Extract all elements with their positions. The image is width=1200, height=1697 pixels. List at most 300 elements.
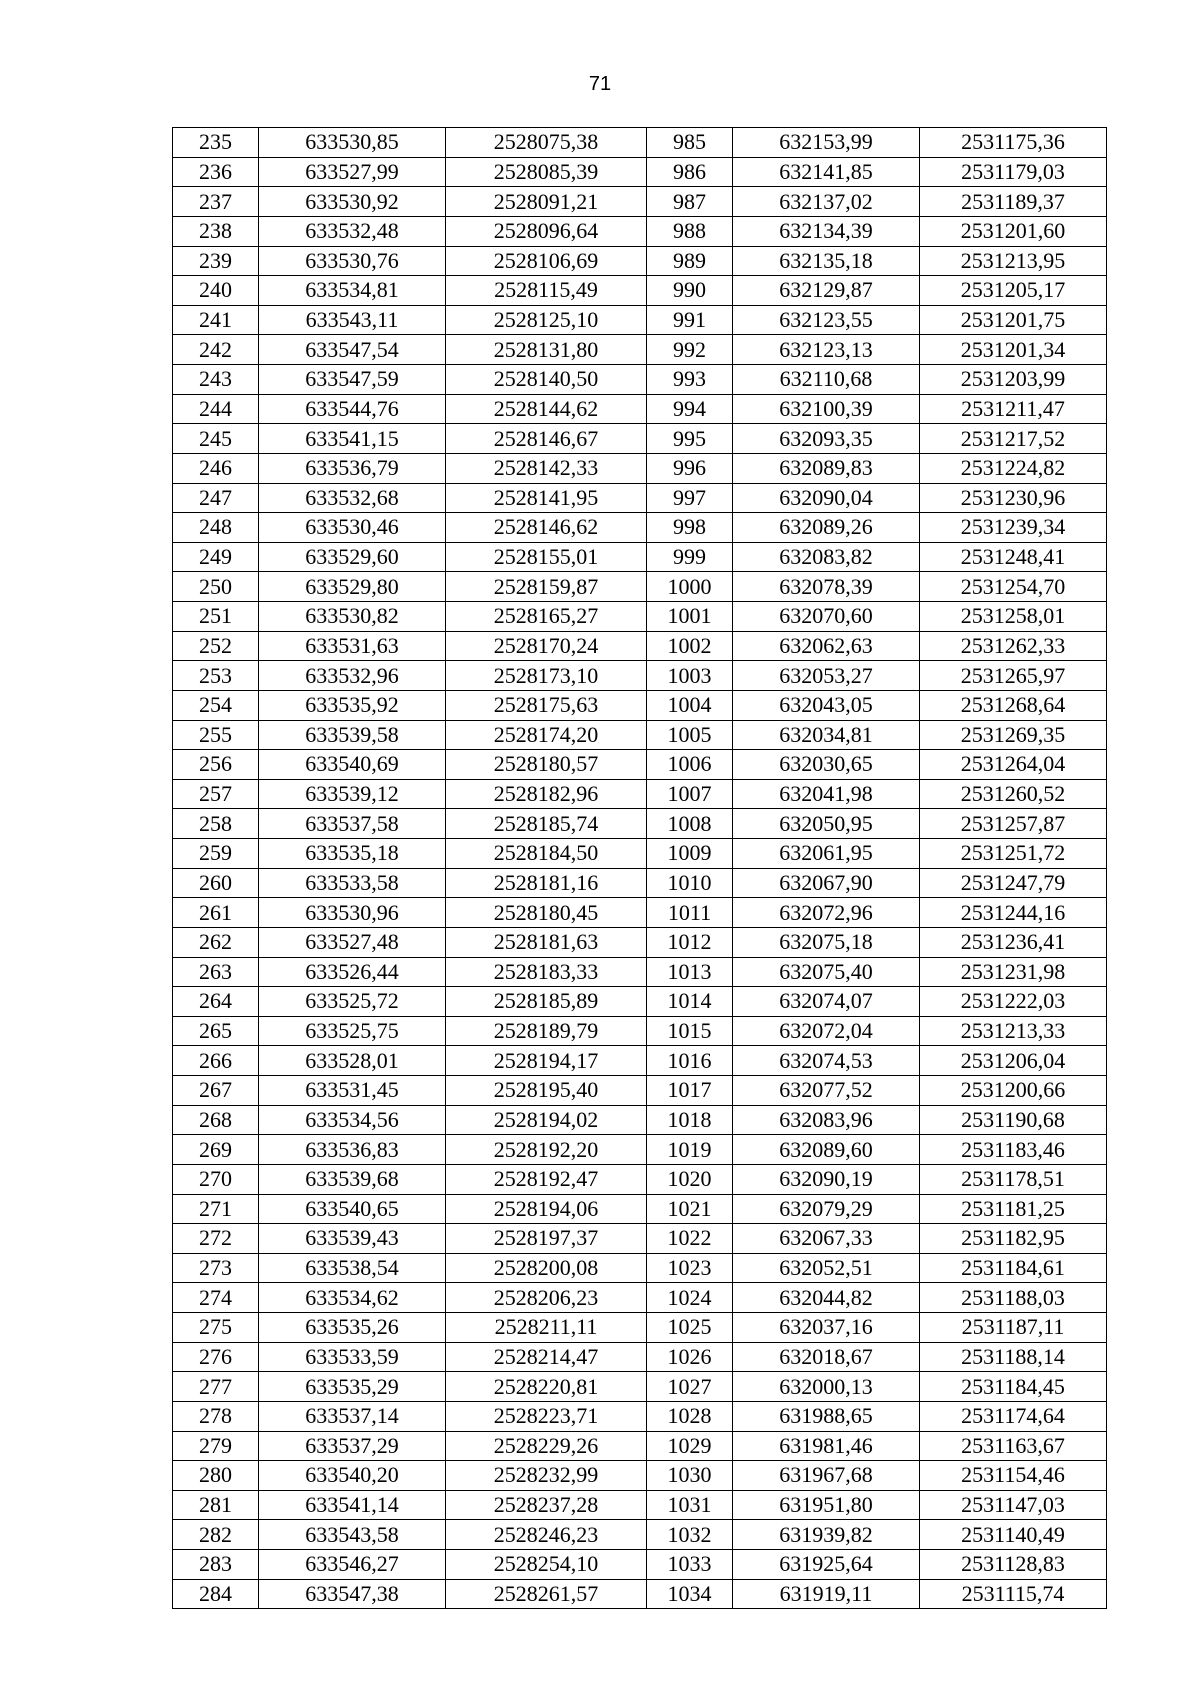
y-coordinate-right-cell: 2531190,68 <box>920 1105 1107 1135</box>
point-number-left-cell: 277 <box>173 1372 259 1402</box>
y-coordinate-right-cell: 2531254,70 <box>920 572 1107 602</box>
y-coordinate-left-cell: 2528170,24 <box>446 631 647 661</box>
point-number-right-cell: 1004 <box>647 690 733 720</box>
x-coordinate-right-cell: 632079,29 <box>733 1194 920 1224</box>
point-number-left-cell: 236 <box>173 157 259 187</box>
table-row <box>173 1224 1107 1254</box>
point-number-left-cell: 235 <box>173 128 259 158</box>
y-coordinate-right-cell: 2531182,95 <box>920 1224 1107 1254</box>
x-coordinate-right-cell: 632043,05 <box>733 690 920 720</box>
point-number-left-cell: 263 <box>173 957 259 987</box>
point-number-right-cell: 1023 <box>647 1253 733 1283</box>
table-row <box>173 424 1107 454</box>
x-coordinate-left-cell: 633530,46 <box>259 513 446 543</box>
y-coordinate-right-cell: 2531175,36 <box>920 128 1107 158</box>
point-number-left-cell: 247 <box>173 483 259 513</box>
point-number-left-cell: 248 <box>173 513 259 543</box>
point-number-right-cell: 1010 <box>647 868 733 898</box>
point-number-left-cell: 242 <box>173 335 259 365</box>
table-row <box>173 1550 1107 1580</box>
x-coordinate-right-cell: 632129,87 <box>733 276 920 306</box>
x-coordinate-left-cell: 633535,26 <box>259 1313 446 1343</box>
y-coordinate-right-cell: 2531231,98 <box>920 957 1107 987</box>
y-coordinate-right-cell: 2531269,35 <box>920 720 1107 750</box>
table-row <box>173 276 1107 306</box>
x-coordinate-right-cell: 631919,11 <box>733 1579 920 1609</box>
point-number-right-cell: 1020 <box>647 1164 733 1194</box>
x-coordinate-right-cell: 631981,46 <box>733 1431 920 1461</box>
y-coordinate-left-cell: 2528192,47 <box>446 1164 647 1194</box>
y-coordinate-right-cell: 2531203,99 <box>920 365 1107 395</box>
y-coordinate-left-cell: 2528180,45 <box>446 898 647 928</box>
y-coordinate-right-cell: 2531188,03 <box>920 1283 1107 1313</box>
point-number-right-cell: 1027 <box>647 1372 733 1402</box>
point-number-right-cell: 1006 <box>647 750 733 780</box>
y-coordinate-left-cell: 2528189,79 <box>446 1016 647 1046</box>
x-coordinate-left-cell: 633537,29 <box>259 1431 446 1461</box>
point-number-right-cell: 991 <box>647 305 733 335</box>
x-coordinate-right-cell: 632123,55 <box>733 305 920 335</box>
point-number-left-cell: 268 <box>173 1105 259 1135</box>
point-number-right-cell: 1018 <box>647 1105 733 1135</box>
point-number-right-cell: 1014 <box>647 987 733 1017</box>
y-coordinate-left-cell: 2528125,10 <box>446 305 647 335</box>
point-number-right-cell: 1008 <box>647 809 733 839</box>
table-row <box>173 1579 1107 1609</box>
point-number-right-cell: 990 <box>647 276 733 306</box>
x-coordinate-left-cell: 633530,82 <box>259 602 446 632</box>
x-coordinate-right-cell: 632075,40 <box>733 957 920 987</box>
table-row <box>173 572 1107 602</box>
y-coordinate-right-cell: 2531211,47 <box>920 394 1107 424</box>
point-number-left-cell: 238 <box>173 216 259 246</box>
point-number-right-cell: 1000 <box>647 572 733 602</box>
table-row <box>173 809 1107 839</box>
y-coordinate-left-cell: 2528141,95 <box>446 483 647 513</box>
y-coordinate-right-cell: 2531201,60 <box>920 216 1107 246</box>
point-number-right-cell: 1007 <box>647 779 733 809</box>
y-coordinate-left-cell: 2528106,69 <box>446 246 647 276</box>
x-coordinate-right-cell: 632135,18 <box>733 246 920 276</box>
table-row <box>173 987 1107 1017</box>
point-number-left-cell: 262 <box>173 927 259 957</box>
point-number-left-cell: 255 <box>173 720 259 750</box>
table-row <box>173 1461 1107 1491</box>
x-coordinate-right-cell: 632134,39 <box>733 216 920 246</box>
x-coordinate-right-cell: 632078,39 <box>733 572 920 602</box>
table-row <box>173 394 1107 424</box>
y-coordinate-right-cell: 2531239,34 <box>920 513 1107 543</box>
point-number-left-cell: 240 <box>173 276 259 306</box>
table-row <box>173 1401 1107 1431</box>
y-coordinate-right-cell: 2531260,52 <box>920 779 1107 809</box>
table-row <box>173 839 1107 869</box>
x-coordinate-right-cell: 632044,82 <box>733 1283 920 1313</box>
x-coordinate-left-cell: 633529,80 <box>259 572 446 602</box>
y-coordinate-right-cell: 2531247,79 <box>920 868 1107 898</box>
point-number-left-cell: 269 <box>173 1135 259 1165</box>
point-number-left-cell: 257 <box>173 779 259 809</box>
x-coordinate-right-cell: 632090,19 <box>733 1164 920 1194</box>
point-number-left-cell: 252 <box>173 631 259 661</box>
x-coordinate-left-cell: 633547,38 <box>259 1579 446 1609</box>
x-coordinate-right-cell: 632018,67 <box>733 1342 920 1372</box>
x-coordinate-left-cell: 633535,29 <box>259 1372 446 1402</box>
point-number-left-cell: 245 <box>173 424 259 454</box>
y-coordinate-right-cell: 2531183,46 <box>920 1135 1107 1165</box>
point-number-left-cell: 249 <box>173 542 259 572</box>
y-coordinate-right-cell: 2531213,33 <box>920 1016 1107 1046</box>
x-coordinate-left-cell: 633540,20 <box>259 1461 446 1491</box>
point-number-left-cell: 260 <box>173 868 259 898</box>
y-coordinate-right-cell: 2531179,03 <box>920 157 1107 187</box>
x-coordinate-right-cell: 632037,16 <box>733 1313 920 1343</box>
table-row <box>173 335 1107 365</box>
x-coordinate-left-cell: 633543,11 <box>259 305 446 335</box>
point-number-right-cell: 1015 <box>647 1016 733 1046</box>
y-coordinate-left-cell: 2528194,06 <box>446 1194 647 1224</box>
x-coordinate-left-cell: 633532,96 <box>259 661 446 691</box>
table-row <box>173 1194 1107 1224</box>
y-coordinate-left-cell: 2528200,08 <box>446 1253 647 1283</box>
table-row <box>173 365 1107 395</box>
point-number-left-cell: 266 <box>173 1046 259 1076</box>
y-coordinate-right-cell: 2531236,41 <box>920 927 1107 957</box>
point-number-right-cell: 1026 <box>647 1342 733 1372</box>
point-number-left-cell: 254 <box>173 690 259 720</box>
y-coordinate-right-cell: 2531201,75 <box>920 305 1107 335</box>
y-coordinate-right-cell: 2531262,33 <box>920 631 1107 661</box>
table-row <box>173 602 1107 632</box>
table-row <box>173 1490 1107 1520</box>
point-number-right-cell: 1031 <box>647 1490 733 1520</box>
point-number-right-cell: 1025 <box>647 1313 733 1343</box>
x-coordinate-left-cell: 633532,48 <box>259 216 446 246</box>
x-coordinate-right-cell: 631988,65 <box>733 1401 920 1431</box>
point-number-left-cell: 267 <box>173 1076 259 1106</box>
x-coordinate-left-cell: 633529,60 <box>259 542 446 572</box>
x-coordinate-right-cell: 632083,82 <box>733 542 920 572</box>
x-coordinate-left-cell: 633526,44 <box>259 957 446 987</box>
y-coordinate-left-cell: 2528254,10 <box>446 1550 647 1580</box>
point-number-left-cell: 270 <box>173 1164 259 1194</box>
page-number: 71 <box>588 73 612 95</box>
point-number-left-cell: 246 <box>173 453 259 483</box>
y-coordinate-left-cell: 2528142,33 <box>446 453 647 483</box>
point-number-right-cell: 996 <box>647 453 733 483</box>
coordinates-table <box>172 127 1107 1609</box>
y-coordinate-left-cell: 2528175,63 <box>446 690 647 720</box>
y-coordinate-right-cell: 2531265,97 <box>920 661 1107 691</box>
point-number-right-cell: 1021 <box>647 1194 733 1224</box>
y-coordinate-left-cell: 2528185,89 <box>446 987 647 1017</box>
point-number-left-cell: 239 <box>173 246 259 276</box>
point-number-left-cell: 243 <box>173 365 259 395</box>
point-number-left-cell: 273 <box>173 1253 259 1283</box>
y-coordinate-left-cell: 2528173,10 <box>446 661 647 691</box>
table-row <box>173 898 1107 928</box>
x-coordinate-left-cell: 633525,75 <box>259 1016 446 1046</box>
point-number-right-cell: 1029 <box>647 1431 733 1461</box>
y-coordinate-left-cell: 2528096,64 <box>446 216 647 246</box>
table-row <box>173 750 1107 780</box>
x-coordinate-left-cell: 633530,76 <box>259 246 446 276</box>
y-coordinate-right-cell: 2531264,04 <box>920 750 1107 780</box>
point-number-right-cell: 1012 <box>647 927 733 957</box>
point-number-right-cell: 988 <box>647 216 733 246</box>
point-number-right-cell: 1017 <box>647 1076 733 1106</box>
y-coordinate-left-cell: 2528146,67 <box>446 424 647 454</box>
y-coordinate-right-cell: 2531181,25 <box>920 1194 1107 1224</box>
table-row <box>173 1164 1107 1194</box>
table-row <box>173 453 1107 483</box>
point-number-right-cell: 992 <box>647 335 733 365</box>
y-coordinate-right-cell: 2531115,74 <box>920 1579 1107 1609</box>
x-coordinate-left-cell: 633533,58 <box>259 868 446 898</box>
x-coordinate-right-cell: 631939,82 <box>733 1520 920 1550</box>
y-coordinate-left-cell: 2528075,38 <box>446 128 647 158</box>
point-number-left-cell: 278 <box>173 1401 259 1431</box>
x-coordinate-left-cell: 633536,79 <box>259 453 446 483</box>
point-number-right-cell: 1033 <box>647 1550 733 1580</box>
x-coordinate-left-cell: 633535,18 <box>259 839 446 869</box>
y-coordinate-right-cell: 2531213,95 <box>920 246 1107 276</box>
point-number-right-cell: 999 <box>647 542 733 572</box>
x-coordinate-left-cell: 633539,68 <box>259 1164 446 1194</box>
table-row <box>173 957 1107 987</box>
point-number-right-cell: 989 <box>647 246 733 276</box>
point-number-right-cell: 1022 <box>647 1224 733 1254</box>
x-coordinate-left-cell: 633547,54 <box>259 335 446 365</box>
x-coordinate-right-cell: 632067,33 <box>733 1224 920 1254</box>
y-coordinate-left-cell: 2528131,80 <box>446 335 647 365</box>
point-number-left-cell: 283 <box>173 1550 259 1580</box>
point-number-right-cell: 985 <box>647 128 733 158</box>
table-row <box>173 661 1107 691</box>
x-coordinate-right-cell: 632123,13 <box>733 335 920 365</box>
y-coordinate-right-cell: 2531178,51 <box>920 1164 1107 1194</box>
x-coordinate-left-cell: 633525,72 <box>259 987 446 1017</box>
y-coordinate-left-cell: 2528174,20 <box>446 720 647 750</box>
table-row <box>173 157 1107 187</box>
y-coordinate-right-cell: 2531184,45 <box>920 1372 1107 1402</box>
table-row <box>173 128 1107 158</box>
x-coordinate-left-cell: 633534,81 <box>259 276 446 306</box>
x-coordinate-left-cell: 633532,68 <box>259 483 446 513</box>
x-coordinate-left-cell: 633544,76 <box>259 394 446 424</box>
point-number-right-cell: 1028 <box>647 1401 733 1431</box>
x-coordinate-right-cell: 632137,02 <box>733 187 920 217</box>
y-coordinate-right-cell: 2531201,34 <box>920 335 1107 365</box>
y-coordinate-left-cell: 2528115,49 <box>446 276 647 306</box>
x-coordinate-right-cell: 632090,04 <box>733 483 920 513</box>
table-row <box>173 1253 1107 1283</box>
y-coordinate-right-cell: 2531163,67 <box>920 1431 1107 1461</box>
y-coordinate-left-cell: 2528220,81 <box>446 1372 647 1402</box>
y-coordinate-right-cell: 2531154,46 <box>920 1461 1107 1491</box>
y-coordinate-right-cell: 2531188,14 <box>920 1342 1107 1372</box>
table-row <box>173 1313 1107 1343</box>
point-number-right-cell: 1011 <box>647 898 733 928</box>
x-coordinate-left-cell: 633541,14 <box>259 1490 446 1520</box>
x-coordinate-right-cell: 632153,99 <box>733 128 920 158</box>
x-coordinate-left-cell: 633533,59 <box>259 1342 446 1372</box>
table-row <box>173 216 1107 246</box>
y-coordinate-left-cell: 2528181,16 <box>446 868 647 898</box>
x-coordinate-right-cell: 632053,27 <box>733 661 920 691</box>
point-number-left-cell: 259 <box>173 839 259 869</box>
y-coordinate-right-cell: 2531128,83 <box>920 1550 1107 1580</box>
x-coordinate-right-cell: 632110,68 <box>733 365 920 395</box>
table-row <box>173 542 1107 572</box>
y-coordinate-left-cell: 2528180,57 <box>446 750 647 780</box>
x-coordinate-right-cell: 632030,65 <box>733 750 920 780</box>
y-coordinate-right-cell: 2531140,49 <box>920 1520 1107 1550</box>
y-coordinate-right-cell: 2531174,64 <box>920 1401 1107 1431</box>
y-coordinate-right-cell: 2531224,82 <box>920 453 1107 483</box>
x-coordinate-right-cell: 632089,83 <box>733 453 920 483</box>
x-coordinate-right-cell: 632072,04 <box>733 1016 920 1046</box>
table-row <box>173 720 1107 750</box>
point-number-left-cell: 251 <box>173 602 259 632</box>
y-coordinate-left-cell: 2528194,17 <box>446 1046 647 1076</box>
y-coordinate-right-cell: 2531257,87 <box>920 809 1107 839</box>
x-coordinate-left-cell: 633547,59 <box>259 365 446 395</box>
x-coordinate-right-cell: 632067,90 <box>733 868 920 898</box>
x-coordinate-right-cell: 632075,18 <box>733 927 920 957</box>
table-row <box>173 868 1107 898</box>
y-coordinate-right-cell: 2531248,41 <box>920 542 1107 572</box>
point-number-right-cell: 998 <box>647 513 733 543</box>
x-coordinate-left-cell: 633531,45 <box>259 1076 446 1106</box>
x-coordinate-left-cell: 633528,01 <box>259 1046 446 1076</box>
y-coordinate-left-cell: 2528155,01 <box>446 542 647 572</box>
point-number-left-cell: 265 <box>173 1016 259 1046</box>
table-row <box>173 1520 1107 1550</box>
point-number-left-cell: 237 <box>173 187 259 217</box>
table-row <box>173 513 1107 543</box>
point-number-right-cell: 997 <box>647 483 733 513</box>
point-number-right-cell: 1005 <box>647 720 733 750</box>
x-coordinate-left-cell: 633540,65 <box>259 1194 446 1224</box>
point-number-left-cell: 258 <box>173 809 259 839</box>
x-coordinate-left-cell: 633534,56 <box>259 1105 446 1135</box>
x-coordinate-right-cell: 632093,35 <box>733 424 920 454</box>
point-number-left-cell: 281 <box>173 1490 259 1520</box>
point-number-left-cell: 244 <box>173 394 259 424</box>
y-coordinate-right-cell: 2531200,66 <box>920 1076 1107 1106</box>
y-coordinate-left-cell: 2528165,27 <box>446 602 647 632</box>
table-row <box>173 1431 1107 1461</box>
y-coordinate-right-cell: 2531258,01 <box>920 602 1107 632</box>
y-coordinate-left-cell: 2528223,71 <box>446 1401 647 1431</box>
y-coordinate-left-cell: 2528197,37 <box>446 1224 647 1254</box>
x-coordinate-right-cell: 632000,13 <box>733 1372 920 1402</box>
x-coordinate-right-cell: 632072,96 <box>733 898 920 928</box>
point-number-right-cell: 1024 <box>647 1283 733 1313</box>
x-coordinate-left-cell: 633543,58 <box>259 1520 446 1550</box>
table-row <box>173 779 1107 809</box>
table-row <box>173 1283 1107 1313</box>
y-coordinate-right-cell: 2531184,61 <box>920 1253 1107 1283</box>
y-coordinate-right-cell: 2531222,03 <box>920 987 1107 1017</box>
x-coordinate-right-cell: 632062,63 <box>733 631 920 661</box>
coordinates-table-body <box>173 128 1107 1609</box>
point-number-right-cell: 994 <box>647 394 733 424</box>
y-coordinate-right-cell: 2531205,17 <box>920 276 1107 306</box>
x-coordinate-left-cell: 633535,92 <box>259 690 446 720</box>
table-row <box>173 631 1107 661</box>
y-coordinate-left-cell: 2528185,74 <box>446 809 647 839</box>
table-row <box>173 1135 1107 1165</box>
y-coordinate-left-cell: 2528182,96 <box>446 779 647 809</box>
x-coordinate-left-cell: 633539,12 <box>259 779 446 809</box>
x-coordinate-right-cell: 632034,81 <box>733 720 920 750</box>
y-coordinate-left-cell: 2528144,62 <box>446 394 647 424</box>
point-number-left-cell: 279 <box>173 1431 259 1461</box>
table-row <box>173 1372 1107 1402</box>
x-coordinate-left-cell: 633539,58 <box>259 720 446 750</box>
table-row <box>173 305 1107 335</box>
y-coordinate-left-cell: 2528246,23 <box>446 1520 647 1550</box>
y-coordinate-left-cell: 2528140,50 <box>446 365 647 395</box>
point-number-right-cell: 986 <box>647 157 733 187</box>
x-coordinate-right-cell: 632041,98 <box>733 779 920 809</box>
point-number-left-cell: 253 <box>173 661 259 691</box>
x-coordinate-right-cell: 632083,96 <box>733 1105 920 1135</box>
point-number-right-cell: 1016 <box>647 1046 733 1076</box>
y-coordinate-left-cell: 2528229,26 <box>446 1431 647 1461</box>
point-number-right-cell: 993 <box>647 365 733 395</box>
x-coordinate-right-cell: 632089,26 <box>733 513 920 543</box>
point-number-right-cell: 1034 <box>647 1579 733 1609</box>
y-coordinate-left-cell: 2528214,47 <box>446 1342 647 1372</box>
point-number-left-cell: 264 <box>173 987 259 1017</box>
x-coordinate-left-cell: 633540,69 <box>259 750 446 780</box>
y-coordinate-left-cell: 2528183,33 <box>446 957 647 987</box>
y-coordinate-left-cell: 2528195,40 <box>446 1076 647 1106</box>
y-coordinate-right-cell: 2531189,37 <box>920 187 1107 217</box>
table-row <box>173 1016 1107 1046</box>
point-number-left-cell: 284 <box>173 1579 259 1609</box>
x-coordinate-right-cell: 632100,39 <box>733 394 920 424</box>
y-coordinate-left-cell: 2528184,50 <box>446 839 647 869</box>
x-coordinate-left-cell: 633530,96 <box>259 898 446 928</box>
table-row <box>173 246 1107 276</box>
y-coordinate-left-cell: 2528146,62 <box>446 513 647 543</box>
point-number-right-cell: 1002 <box>647 631 733 661</box>
y-coordinate-left-cell: 2528211,11 <box>446 1313 647 1343</box>
x-coordinate-right-cell: 632077,52 <box>733 1076 920 1106</box>
point-number-left-cell: 261 <box>173 898 259 928</box>
x-coordinate-left-cell: 633537,58 <box>259 809 446 839</box>
point-number-left-cell: 275 <box>173 1313 259 1343</box>
x-coordinate-left-cell: 633538,54 <box>259 1253 446 1283</box>
point-number-left-cell: 241 <box>173 305 259 335</box>
y-coordinate-left-cell: 2528261,57 <box>446 1579 647 1609</box>
x-coordinate-right-cell: 632070,60 <box>733 602 920 632</box>
x-coordinate-right-cell: 632052,51 <box>733 1253 920 1283</box>
table-row <box>173 187 1107 217</box>
x-coordinate-right-cell: 632141,85 <box>733 157 920 187</box>
x-coordinate-left-cell: 633530,85 <box>259 128 446 158</box>
point-number-right-cell: 1030 <box>647 1461 733 1491</box>
table-row <box>173 927 1107 957</box>
y-coordinate-left-cell: 2528232,99 <box>446 1461 647 1491</box>
y-coordinate-right-cell: 2531147,03 <box>920 1490 1107 1520</box>
y-coordinate-right-cell: 2531244,16 <box>920 898 1107 928</box>
y-coordinate-right-cell: 2531187,11 <box>920 1313 1107 1343</box>
